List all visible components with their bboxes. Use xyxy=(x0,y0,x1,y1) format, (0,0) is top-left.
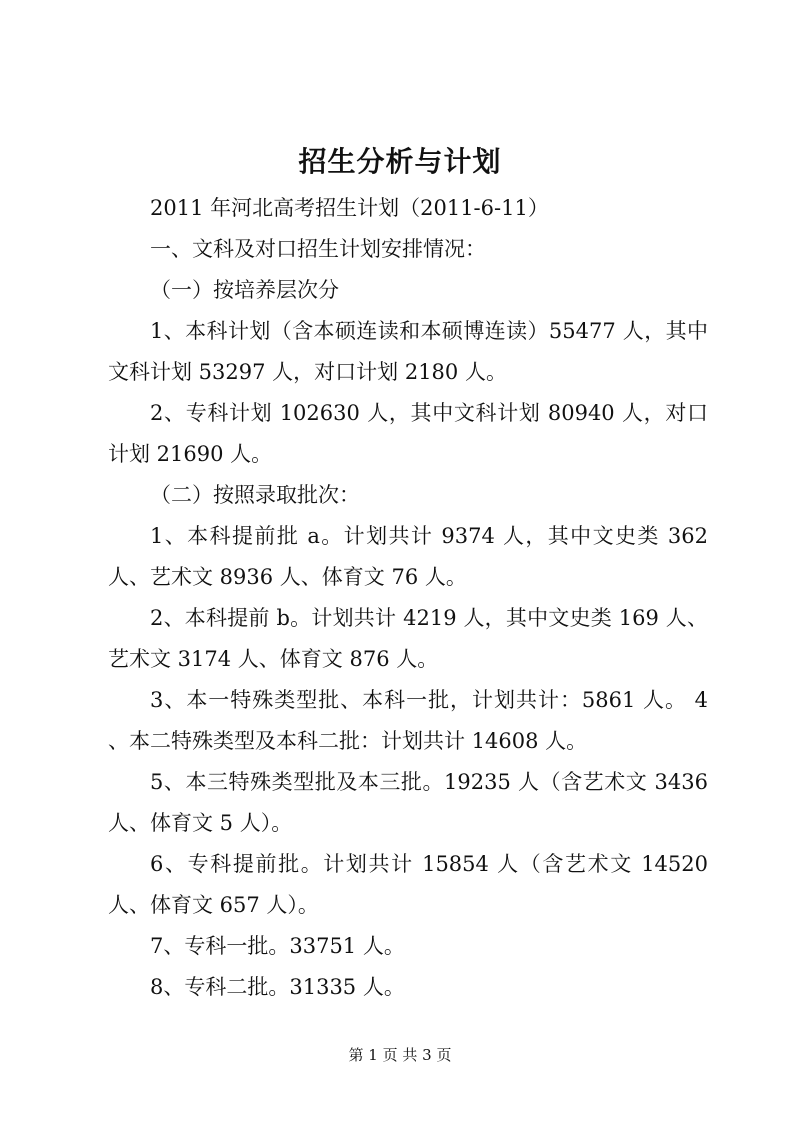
paragraph-batch-6: 6、专科提前批。计划共计 15854 人（含艺术文 14520 人、体育文 657 人）。 xyxy=(108,852,708,917)
paragraph-batch-7: 7、专科一批。33751 人。 xyxy=(150,934,405,958)
paragraph-undergrad-plan: 1、本科计划（含本硕连读和本硕博连读）55477 人，其中文科计划 53297 人，对口计划 2180 人。 xyxy=(108,319,708,384)
document-body xyxy=(108,188,708,1008)
paragraph-section-one: 一、文科及对口招生计划安排情况： xyxy=(150,237,486,261)
paragraph-batch-1: 1、本科提前批 a。计划共计 9374 人，其中文史类 362 人、艺术文 8936 人、体育文 76 人。 xyxy=(108,524,708,589)
paragraph-batch-5: 5、本三特殊类型批及本三批。19235 人（含艺术文 3436 人、体育文 5 人）。 xyxy=(108,770,708,835)
paragraph-batch-2: 2、本科提前 b。计划共计 4219 人，其中文史类 169 人、艺术文 3174 人、体育文 876 人。 xyxy=(108,606,708,671)
page-footer: 第 1 页 共 3 页 xyxy=(348,1046,452,1064)
paragraph-junior-college-plan: 2、专科计划 102630 人，其中文科计划 80940 人，对口计划 21690 人。 xyxy=(108,401,708,466)
paragraph-batch-3-4: 3、本一特殊类型批、本科一批，计划共计：5861 人。 4 、本二特殊类型及本科二批：计划共计 14608 人。 xyxy=(108,688,708,753)
paragraph-plan-heading: 2011 年河北高考招生计划（2011-6-11） xyxy=(150,196,549,220)
paragraph-subsection-two: （二）按照录取批次： xyxy=(150,483,360,507)
document-title: 招生分析与计划 xyxy=(298,145,502,178)
paragraph-batch-8: 8、专科二批。31335 人。 xyxy=(150,975,405,999)
paragraph-subsection-one: （一）按培养层次分 xyxy=(150,278,339,302)
